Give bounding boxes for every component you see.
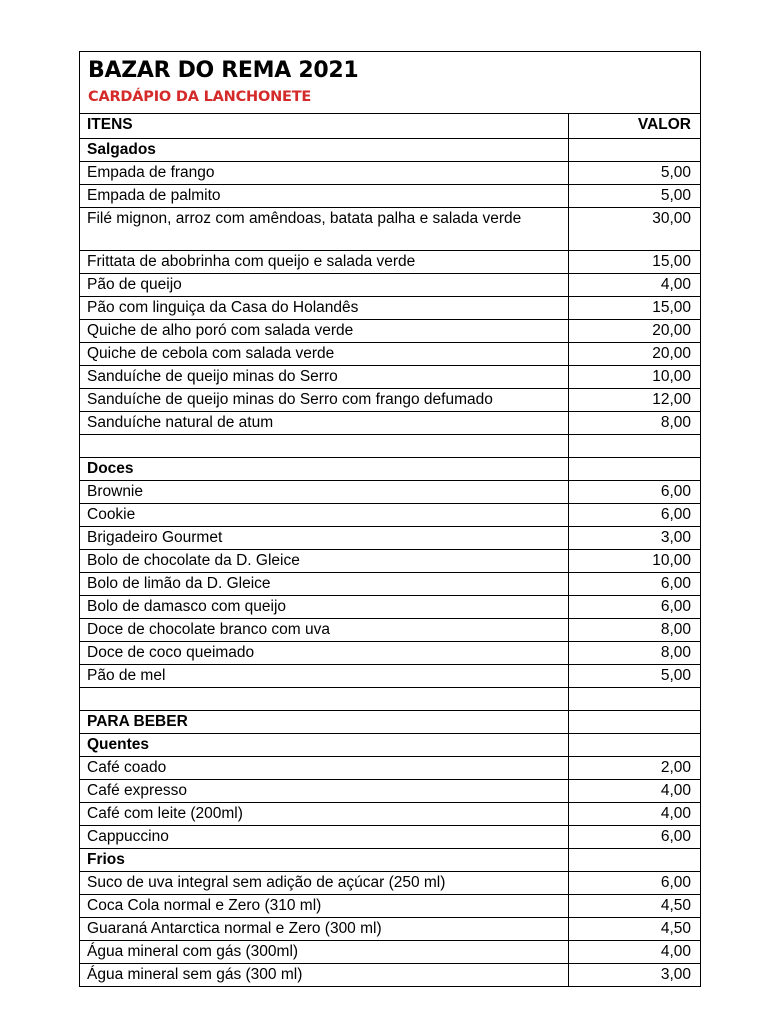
item-name: Brownie (80, 481, 569, 504)
item-name: Empada de frango (80, 162, 569, 185)
item-price: 15,00 (569, 297, 701, 320)
item-price: 6,00 (569, 596, 701, 619)
item-name: Bolo de chocolate da D. Gleice (80, 550, 569, 573)
menu-header (80, 52, 700, 114)
table-row (80, 412, 700, 435)
item-name: Água mineral sem gás (300 ml) (80, 964, 569, 987)
section-header-row (80, 711, 700, 734)
item-name: Café expresso (80, 780, 569, 803)
table-row (80, 665, 700, 688)
table-row (80, 343, 700, 366)
item-price: 15,00 (569, 251, 701, 274)
table-row (80, 504, 700, 527)
item-price: 10,00 (569, 550, 701, 573)
table-row (80, 162, 700, 185)
table-row (80, 642, 700, 665)
item-price: 8,00 (569, 642, 701, 665)
item-price: 3,00 (569, 964, 701, 987)
table-row (80, 573, 700, 596)
item-price (569, 435, 701, 458)
table-row (80, 872, 700, 895)
item-name: Filé mignon, arroz com amêndoas, batata palha e salada verde (80, 208, 569, 251)
section-label: Salgados (80, 139, 569, 162)
section-header-row (80, 849, 700, 872)
table-row (80, 251, 700, 274)
item-name: Suco de uva integral sem adição de açúcar (250 ml) (80, 872, 569, 895)
table-row (80, 619, 700, 642)
item-price (569, 688, 701, 711)
item-name: Sanduíche de queijo minas do Serro (80, 366, 569, 389)
item-name: Brigadeiro Gourmet (80, 527, 569, 550)
section-label: Frios (80, 849, 569, 872)
table-row (80, 550, 700, 573)
item-name: Água mineral com gás (300ml) (80, 941, 569, 964)
item-name: Cookie (80, 504, 569, 527)
item-price: 30,00 (569, 208, 701, 251)
item-price: 6,00 (569, 504, 701, 527)
item-price (569, 734, 701, 757)
column-header-value: VALOR (637, 116, 691, 133)
item-price: 4,00 (569, 941, 701, 964)
item-name (80, 688, 569, 711)
section-header-row (80, 139, 700, 162)
item-name: Sanduíche natural de atum (80, 412, 569, 435)
item-price: 8,00 (569, 412, 701, 435)
item-name: Frittata de abobrinha com queijo e salada verde (80, 251, 569, 274)
spacer-row (80, 435, 700, 458)
item-name: Pão de queijo (80, 274, 569, 297)
section-header-row (80, 458, 700, 481)
table-row (80, 320, 700, 343)
item-name: Café com leite (200ml) (80, 803, 569, 826)
column-header-row (80, 114, 700, 139)
section-label: Doces (80, 458, 569, 481)
item-name (80, 435, 569, 458)
section-header-row (80, 734, 700, 757)
table-row (80, 918, 700, 941)
item-name: Cappuccino (80, 826, 569, 849)
item-price: 20,00 (569, 320, 701, 343)
item-name: Quiche de alho poró com salada verde (80, 320, 569, 343)
item-name: Coca Cola normal e Zero (310 ml) (80, 895, 569, 918)
item-price: 5,00 (569, 665, 701, 688)
table-row (80, 596, 700, 619)
column-header-item: ITENS (80, 114, 569, 139)
menu-table-body (80, 114, 700, 986)
item-price: 6,00 (569, 573, 701, 596)
table-row (80, 185, 700, 208)
item-name: Bolo de damasco com queijo (80, 596, 569, 619)
section-label: Quentes (80, 734, 569, 757)
item-price (569, 458, 701, 481)
item-price: 4,00 (569, 780, 701, 803)
menu-table (80, 114, 700, 986)
item-price: 12,00 (569, 389, 701, 412)
item-price: 5,00 (569, 185, 701, 208)
item-name: Pão com linguiça da Casa do Holandês (80, 297, 569, 320)
table-row (80, 941, 700, 964)
item-price: 20,00 (569, 343, 701, 366)
item-name: Empada de palmito (80, 185, 569, 208)
item-price (569, 711, 701, 734)
table-row (80, 481, 700, 504)
table-row (80, 366, 700, 389)
table-row (80, 780, 700, 803)
page-title: BAZAR DO REMA 2021 (88, 58, 359, 83)
table-row (80, 895, 700, 918)
table-row (80, 274, 700, 297)
section-label: PARA BEBER (80, 711, 569, 734)
item-price: 10,00 (569, 366, 701, 389)
table-row (80, 208, 700, 251)
item-price: 4,50 (569, 895, 701, 918)
table-row (80, 803, 700, 826)
table-row (80, 527, 700, 550)
table-row (80, 297, 700, 320)
table-row (80, 389, 700, 412)
item-price: 6,00 (569, 872, 701, 895)
item-price (569, 139, 701, 162)
table-row (80, 964, 700, 987)
item-price: 6,00 (569, 481, 701, 504)
item-price: 4,00 (569, 803, 701, 826)
item-price (569, 849, 701, 872)
item-name: Pão de mel (80, 665, 569, 688)
table-row (80, 757, 700, 780)
item-price: 5,00 (569, 162, 701, 185)
item-price: 3,00 (569, 527, 701, 550)
item-name: Doce de chocolate branco com uva (80, 619, 569, 642)
table-row (80, 826, 700, 849)
item-name: Quiche de cebola com salada verde (80, 343, 569, 366)
spacer-row (80, 688, 700, 711)
item-name: Guaraná Antarctica normal e Zero (300 ml) (80, 918, 569, 941)
item-price: 4,50 (569, 918, 701, 941)
item-price: 2,00 (569, 757, 701, 780)
item-name: Sanduíche de queijo minas do Serro com frango defumado (80, 389, 569, 412)
item-price: 6,00 (569, 826, 701, 849)
page-subtitle: CARDÁPIO DA LANCHONETE (88, 89, 312, 105)
item-name: Café coado (80, 757, 569, 780)
menu-sheet (79, 51, 701, 987)
item-name: Bolo de limão da D. Gleice (80, 573, 569, 596)
item-price: 8,00 (569, 619, 701, 642)
item-price: 4,00 (569, 274, 701, 297)
item-name: Doce de coco queimado (80, 642, 569, 665)
